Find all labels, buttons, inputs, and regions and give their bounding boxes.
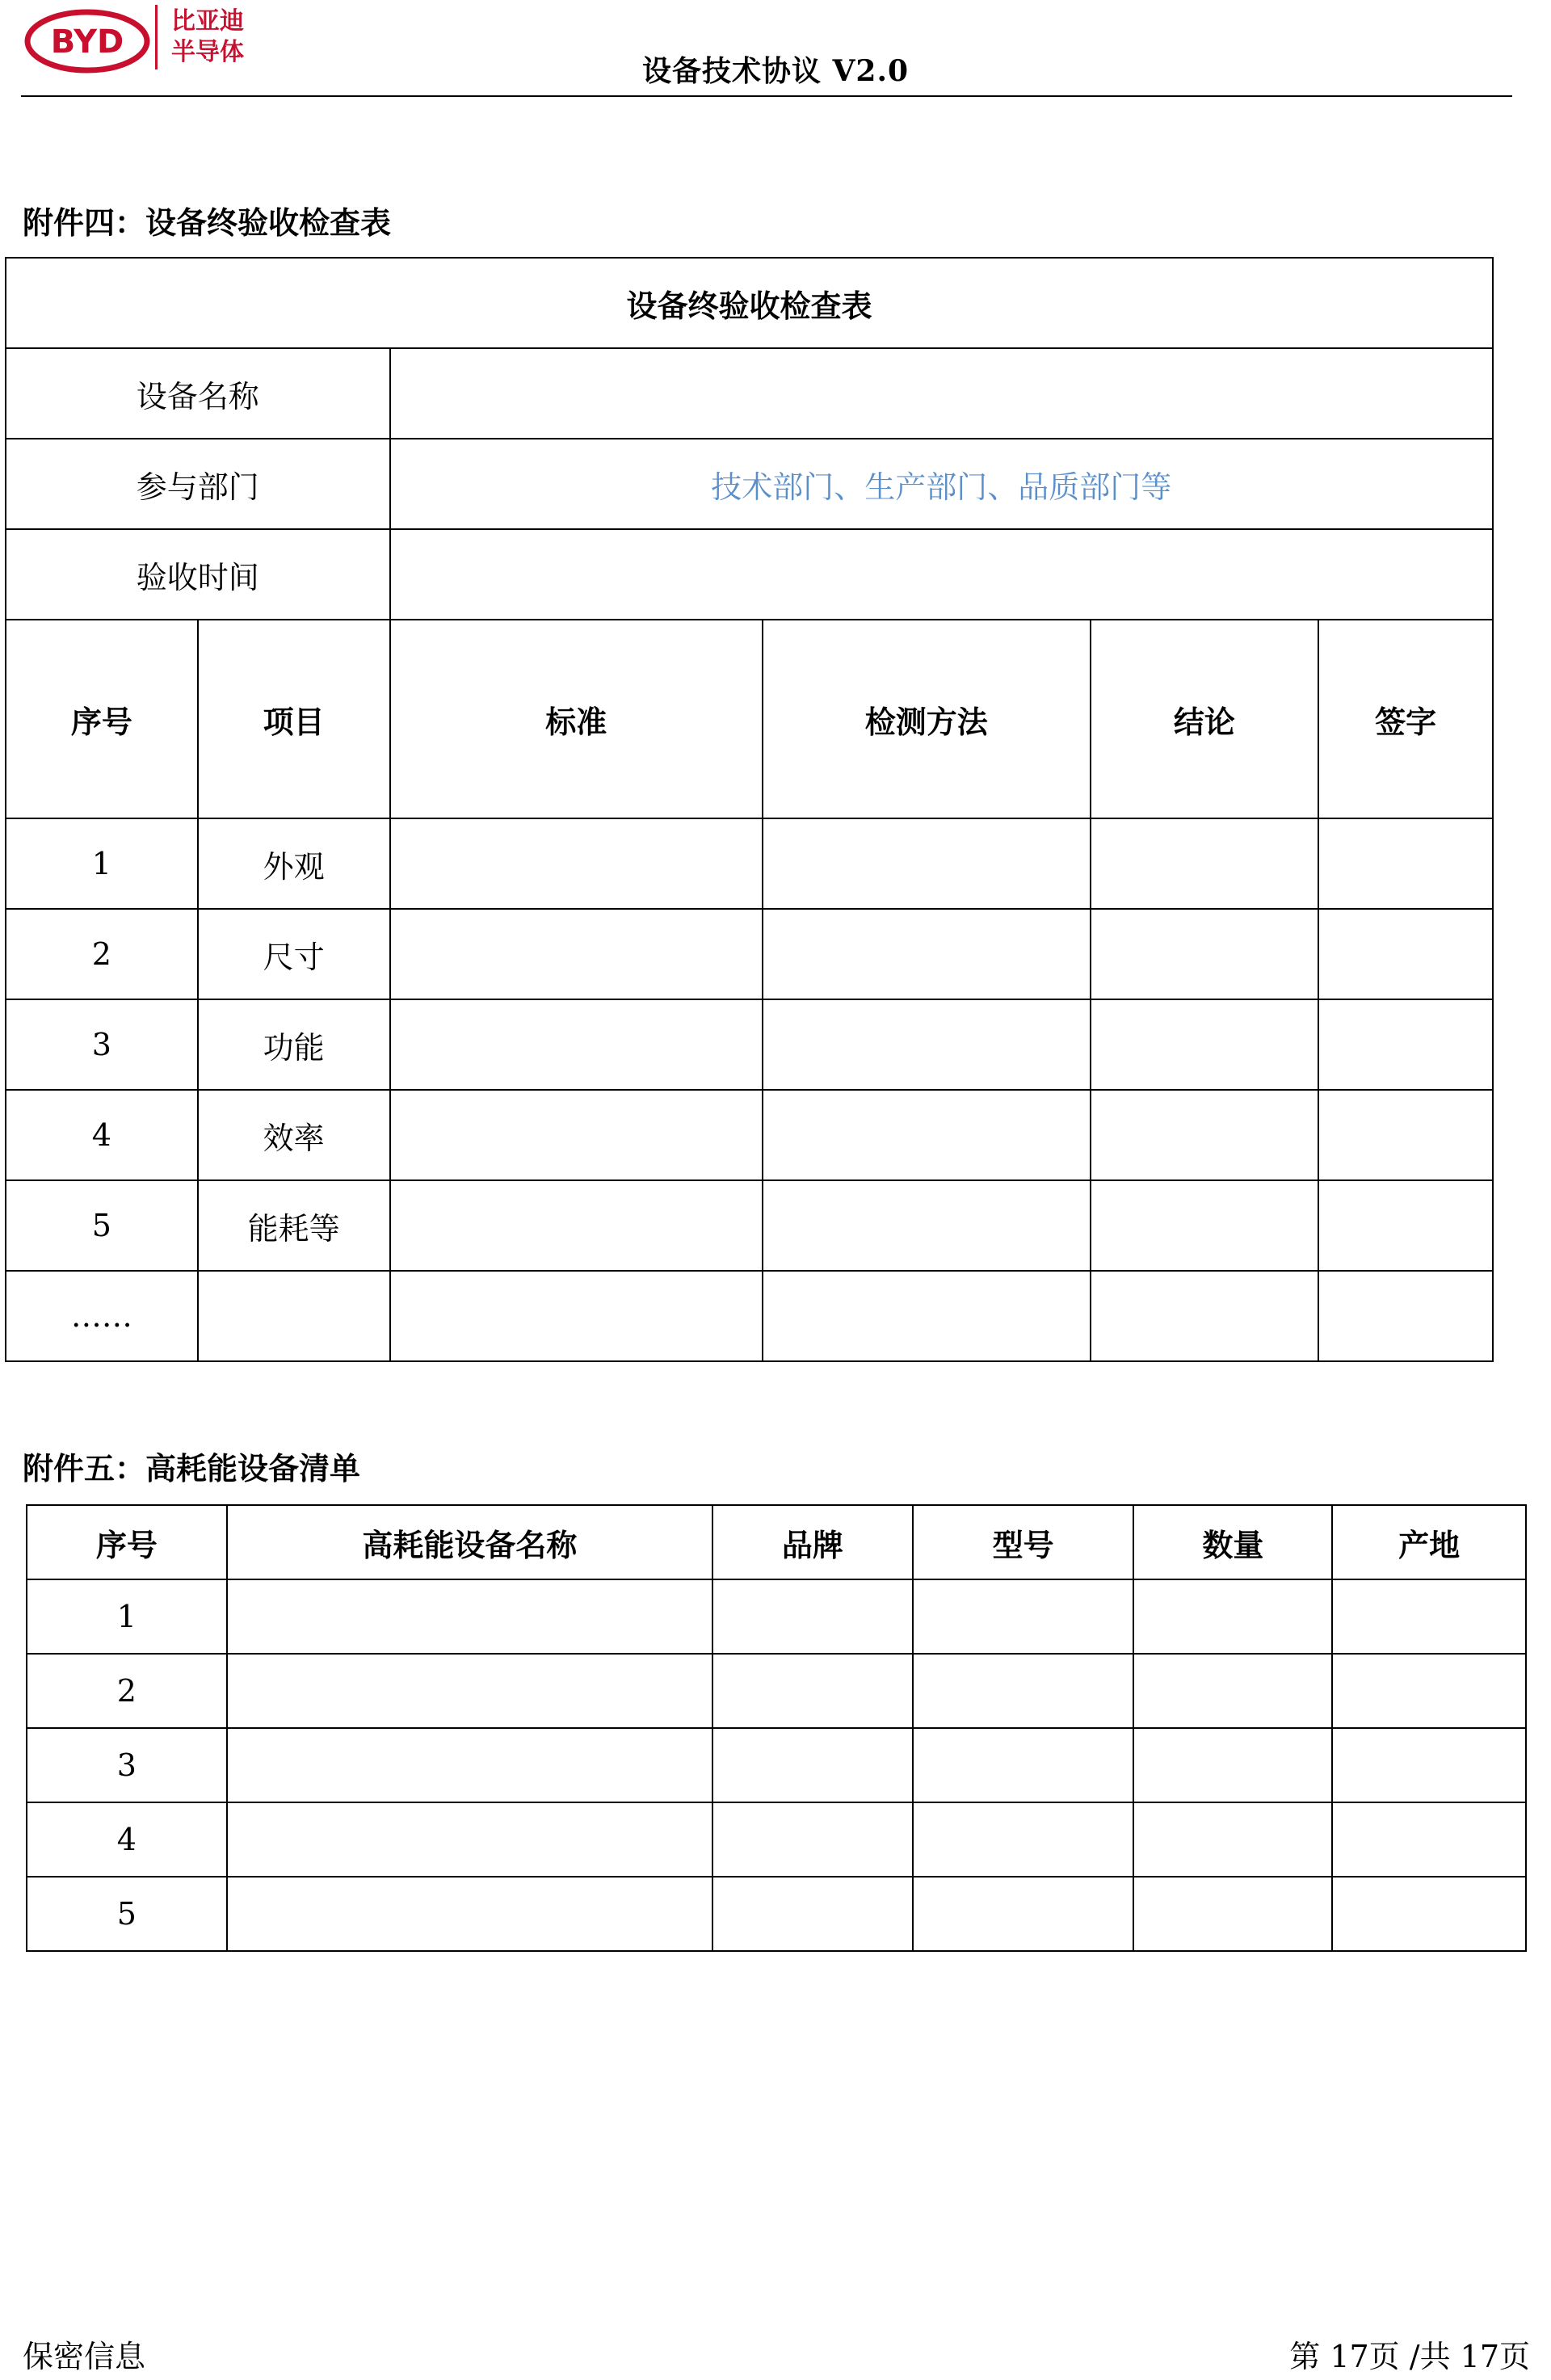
equipment-name-cell[interactable] xyxy=(227,1728,712,1802)
row-item: 外观 xyxy=(198,818,390,909)
standard-cell[interactable] xyxy=(390,1090,763,1180)
row-number: 1 xyxy=(27,1579,227,1654)
column-header: 数量 xyxy=(1133,1505,1332,1579)
origin-cell[interactable] xyxy=(1332,1802,1526,1877)
brand-line-1: 比亚迪 xyxy=(171,7,244,36)
brand-cell[interactable] xyxy=(712,1579,913,1654)
section4-title: 附件四：设备终验收检查表 xyxy=(23,204,392,241)
signature-cell[interactable] xyxy=(1318,909,1493,999)
table-row xyxy=(6,1180,1493,1271)
column-header: 结论 xyxy=(1091,620,1319,818)
method-cell[interactable] xyxy=(763,1090,1091,1180)
row-item: 效率 xyxy=(198,1090,390,1180)
table-row xyxy=(27,1802,1526,1877)
column-header: 签字 xyxy=(1318,620,1493,818)
model-cell[interactable] xyxy=(913,1802,1134,1877)
column-header: 产地 xyxy=(1332,1505,1526,1579)
signature-cell[interactable] xyxy=(1318,999,1493,1090)
table-header-row xyxy=(27,1505,1526,1579)
method-cell[interactable] xyxy=(763,1271,1091,1361)
brand-cell[interactable] xyxy=(712,1802,913,1877)
row-number: 3 xyxy=(27,1728,227,1802)
brand-cell[interactable] xyxy=(712,1728,913,1802)
equipment-name-cell[interactable] xyxy=(227,1877,712,1951)
table-header-row xyxy=(6,620,1493,818)
page-number: 第 17页 /共 17页 xyxy=(1289,2339,1530,2374)
brand-line-2: 半导体 xyxy=(171,38,244,66)
column-header: 品牌 xyxy=(712,1505,913,1579)
model-cell[interactable] xyxy=(913,1728,1134,1802)
info-value[interactable] xyxy=(390,348,1493,439)
row-number: 5 xyxy=(6,1180,198,1271)
table-row xyxy=(6,909,1493,999)
confidential-label: 保密信息 xyxy=(23,2339,146,2374)
final-acceptance-table xyxy=(5,257,1494,1362)
info-row xyxy=(6,439,1493,529)
signature-cell[interactable] xyxy=(1318,818,1493,909)
header-rule xyxy=(21,95,1512,97)
table-row xyxy=(6,999,1493,1090)
column-header: 项目 xyxy=(198,620,390,818)
quantity-cell[interactable] xyxy=(1133,1654,1332,1728)
info-row xyxy=(6,529,1493,620)
row-number: …… xyxy=(6,1271,198,1361)
info-label: 参与部门 xyxy=(6,439,390,529)
table-row xyxy=(27,1654,1526,1728)
info-value[interactable] xyxy=(390,529,1493,620)
row-number: 1 xyxy=(6,818,198,909)
row-item: 尺寸 xyxy=(198,909,390,999)
standard-cell[interactable] xyxy=(390,1271,763,1361)
standard-cell[interactable] xyxy=(390,999,763,1090)
standard-cell[interactable] xyxy=(390,1180,763,1271)
signature-cell[interactable] xyxy=(1318,1090,1493,1180)
table-title: 设备终验收检查表 xyxy=(6,258,1493,348)
model-cell[interactable] xyxy=(913,1654,1134,1728)
equipment-name-cell[interactable] xyxy=(227,1802,712,1877)
equipment-name-cell[interactable] xyxy=(227,1654,712,1728)
column-header: 标准 xyxy=(390,620,763,818)
conclusion-cell[interactable] xyxy=(1091,999,1319,1090)
conclusion-cell[interactable] xyxy=(1091,1180,1319,1271)
method-cell[interactable] xyxy=(763,818,1091,909)
brand-cell[interactable] xyxy=(712,1654,913,1728)
method-cell[interactable] xyxy=(763,999,1091,1090)
high-energy-equipment-table xyxy=(26,1504,1527,1952)
row-number: 2 xyxy=(6,909,198,999)
standard-cell[interactable] xyxy=(390,909,763,999)
column-header: 高耗能设备名称 xyxy=(227,1505,712,1579)
model-cell[interactable] xyxy=(913,1579,1134,1654)
model-cell[interactable] xyxy=(913,1877,1134,1951)
table-row xyxy=(27,1877,1526,1951)
table-row xyxy=(27,1728,1526,1802)
method-cell[interactable] xyxy=(763,909,1091,999)
info-label: 验收时间 xyxy=(6,529,390,620)
origin-cell[interactable] xyxy=(1332,1728,1526,1802)
conclusion-cell[interactable] xyxy=(1091,1090,1319,1180)
signature-cell[interactable] xyxy=(1318,1180,1493,1271)
svg-text:BYD: BYD xyxy=(50,23,124,61)
info-row xyxy=(6,348,1493,439)
origin-cell[interactable] xyxy=(1332,1579,1526,1654)
signature-cell[interactable] xyxy=(1318,1271,1493,1361)
row-number: 2 xyxy=(27,1654,227,1728)
info-value[interactable]: 技术部门、生产部门、品质部门等 xyxy=(390,439,1493,529)
standard-cell[interactable] xyxy=(390,818,763,909)
quantity-cell[interactable] xyxy=(1133,1877,1332,1951)
conclusion-cell[interactable] xyxy=(1091,909,1319,999)
column-header: 序号 xyxy=(6,620,198,818)
table-row xyxy=(6,1271,1493,1361)
equipment-name-cell[interactable] xyxy=(227,1579,712,1654)
document-title: 设备技术协议 V2.0 xyxy=(641,54,910,88)
method-cell[interactable] xyxy=(763,1180,1091,1271)
quantity-cell[interactable] xyxy=(1133,1579,1332,1654)
column-header: 序号 xyxy=(27,1505,227,1579)
table-row xyxy=(27,1579,1526,1654)
row-item: 能耗等 xyxy=(198,1180,390,1271)
row-number: 4 xyxy=(6,1090,198,1180)
quantity-cell[interactable] xyxy=(1133,1802,1332,1877)
row-item[interactable] xyxy=(198,1271,390,1361)
row-number: 5 xyxy=(27,1877,227,1951)
conclusion-cell[interactable] xyxy=(1091,1271,1319,1361)
conclusion-cell[interactable] xyxy=(1091,818,1319,909)
origin-cell[interactable] xyxy=(1332,1654,1526,1728)
table-row xyxy=(6,1090,1493,1180)
table-row xyxy=(6,818,1493,909)
row-item: 功能 xyxy=(198,999,390,1090)
quantity-cell[interactable] xyxy=(1133,1728,1332,1802)
column-header: 型号 xyxy=(913,1505,1134,1579)
info-label: 设备名称 xyxy=(6,348,390,439)
section5-title: 附件五：高耗能设备清单 xyxy=(23,1450,361,1486)
origin-cell[interactable] xyxy=(1332,1877,1526,1951)
row-number: 4 xyxy=(27,1802,227,1877)
row-number: 3 xyxy=(6,999,198,1090)
column-header: 检测方法 xyxy=(763,620,1091,818)
brand-cell[interactable] xyxy=(712,1877,913,1951)
